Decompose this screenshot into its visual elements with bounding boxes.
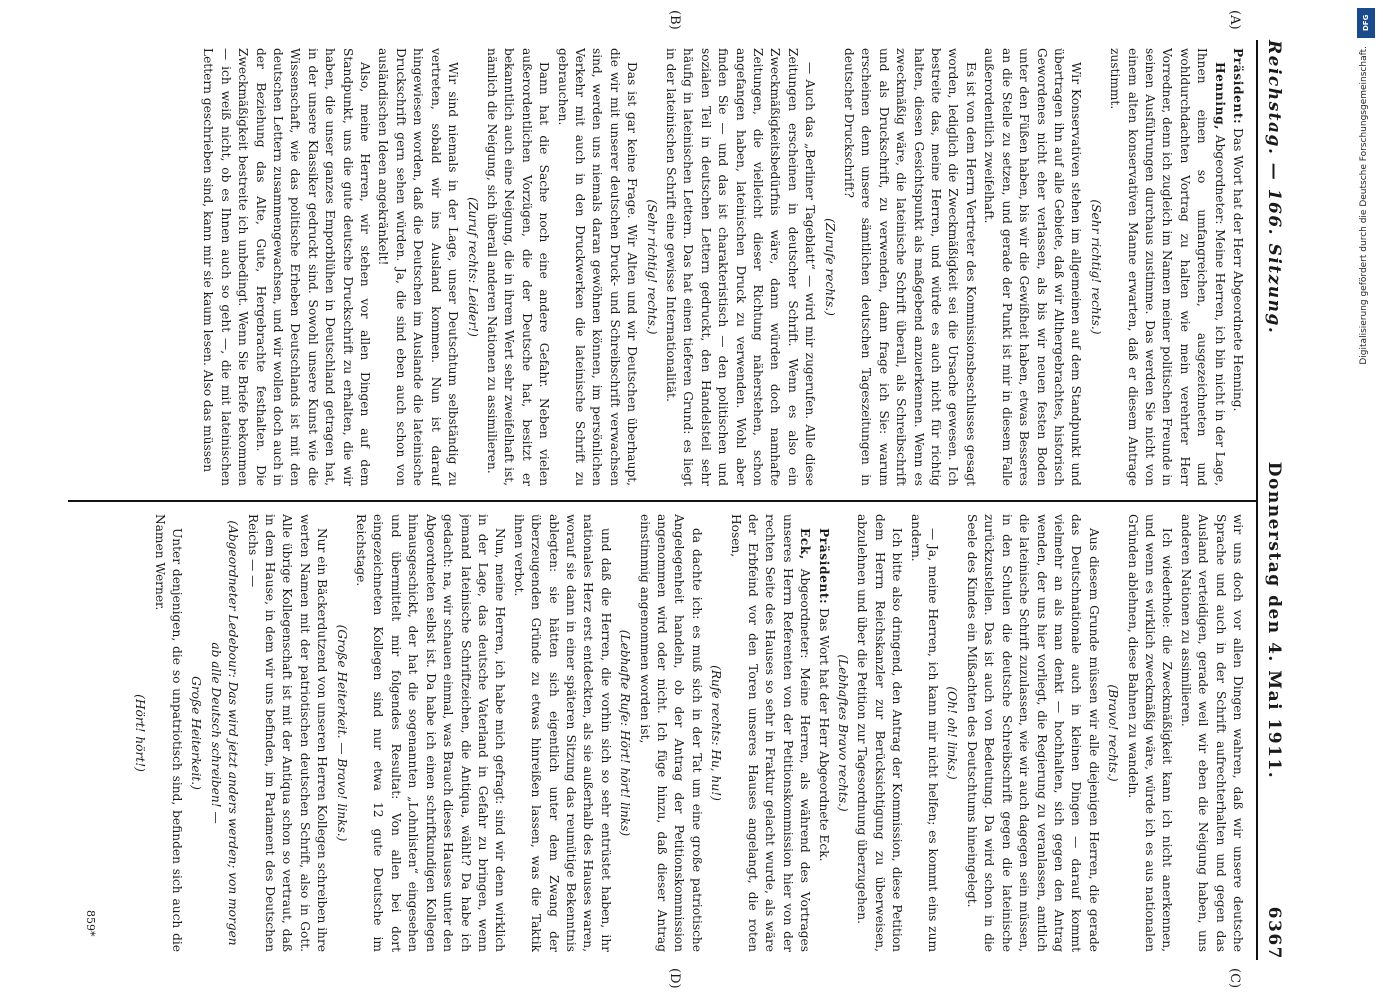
document-page xyxy=(62,10,1302,989)
interjection-text: (Lebhafte Rufe: Hört! hört! links) xyxy=(618,629,633,837)
paragraph xyxy=(662,48,819,486)
paragraph-text: Aus diesem Grunde müssen wir alle diejenigen Herren, die gerade das Deutschnationale auch in kleinen Dingen — darauf kommt vielmehr an als man denkt — hochhalten, sich gegen den Antrag wenden, der uns hier vorliegt, die Regierung zu veranlassen, amtlich die lateinische Schrift zuzulassen, wie wir auch dagegen sein müssen, in den Schulen die deutsche Schreibschrift gegen die lateinische zurückzustellen. Das ist auch von Bedeutung. Da wird schon in die Seele des Kindes ein Mißachten des Deutschtums hineingelegt. xyxy=(964,514,1101,952)
paragraph xyxy=(483,48,553,486)
paragraph-text: Ich wiederhole: die Zweckmäßigkeit kann ich nicht anerkennen, und wenn es wirklich zweckmäßig wäre, würde ich es aus nationalen Gründen ablehnen, diese Bahnen zu wandeln. xyxy=(1125,514,1175,952)
interjection xyxy=(642,48,659,486)
paragraph xyxy=(1176,514,1246,952)
digitization-note: Digitalisierung gefördert durch die Deutsche Forschungsgemeinschaft. xyxy=(1359,46,1369,365)
paragraph-text: Wir Konservativen stehen im allgemeinen auf dem Standpunkt und übertragen ihn auf alle Gebiete, daß wir Althergebrachtes, historisch Gewordenes nicht eher verlassen, als bis wir neuen festen Boden unter den Füßen haben, bis wir die Gewißheit haben, etwas Besseres an die Stelle zu setzen, und gerade der Punkt ist mir in diesem Falle außerordentlich zweifelhaft. xyxy=(982,48,1084,486)
speaker-name: Henning, xyxy=(1212,62,1227,131)
paragraph xyxy=(1106,48,1228,486)
interjection-text: Große Heiterkeit.) xyxy=(189,676,204,790)
paragraph-text: Das Wort hat der Herr Abgeordnete Eck. xyxy=(816,608,831,862)
interjection-text: (Zurufe rechts.) xyxy=(822,218,837,316)
paragraph-text: Das ist gar keine Frage. Wir Alten und wir Deutschen überhaupt, die wir mit unserer deutschen Druck- und Schreibschrift verwachsen sind, werden uns niemals daran gewöhnen können, im persönlichen Verkehr mit auch in den Druckwerken die lateinische Schrift zu gebrauchen. xyxy=(555,48,640,486)
interjection-text: (Zuruf rechts: Leider!) xyxy=(465,197,480,337)
interjection xyxy=(1086,48,1103,486)
dfg-logo: DFG xyxy=(1357,8,1375,38)
paragraph-text: und daß die Herren, die vorhin sich so sehr entrüstet haben, ihr nationales Herz erst entdeckten, als sie außerhalb des Hauses waren, worauf sie dann in einer späteren Sitzung das reumütige Bekenntnis ablegten: sie hätten sich eigentlich unter dem Zwang der überzeugenden Gründe zu etwas hinreißen lassen, was die Taktik ihnen verbot. xyxy=(511,514,613,952)
running-header xyxy=(1256,40,1302,960)
paragraph xyxy=(980,48,1084,486)
interjection xyxy=(1104,514,1121,952)
paragraph-text: Unter denjenigen, die so unpatriotisch sind, befinden sich auch die Namen Werner. xyxy=(152,514,185,952)
paragraph-text: da dachte ich: es muß sich in der Tat um eine große patriotische Angelegenheit handeln, ob der Antrag der Petitionskommission angenommen wird oder nicht. Ich füge hinzu, daß dieser Antrag einstimmig angenommen worden ist, xyxy=(637,514,704,952)
interjection-text: (Rufe rechts: Hu, hu!) xyxy=(709,665,724,801)
paragraph-text: Abgeordneter: Meine Herren, ich bin nicht in der Lage, Ihnen einen so umfangreichen, ausgezeichneten und wohldurchdachten Vortrag zu halten wie mein verehrter Herr Vorredner, denn ich zugleich im Namen meiner politischen Freunde in seinen Ausführungen durchaus zustimme. Das werden Sie nicht von einem alten konservativen Manne erwarten, daß er diesem Antrage zustimmt. xyxy=(1108,48,1227,486)
interjection-text: (Lebhaftes Bravo rechts.) xyxy=(836,654,851,812)
interjection-text: (Abgeordneter Ledebour: Das wird jetzt anders werden; von morgen ab alle Deutsch schreiben! — xyxy=(208,520,241,946)
interjection xyxy=(834,514,851,952)
speaker-name: Präsident: xyxy=(1231,48,1245,125)
speaker-name: Eck, xyxy=(798,528,813,560)
paragraph-text: — Ja, meine Herren, ich kann mir nicht helfen; es kommt eins zum andern. xyxy=(908,514,941,952)
interjection xyxy=(463,48,480,486)
paragraph xyxy=(963,514,1102,952)
header-center: Donnerstag den 4. Mai 1911. xyxy=(1264,461,1284,780)
paragraph-text: Dann hat die Sache noch eine andere Gefahr. Neben vielen außerordentlichen Vorzügen, die der Deutsche hat, besitzt er bekanntlich auch eine Neigung, die in ihrem Wert sehr zweifelhaft ist, nämlich die Neigung, sich überall anderen Nationen zu assimilieren. xyxy=(484,48,552,486)
paragraph-text: — Auch das „Berliner Tageblatt“ — wird mir zugerufen. Alle diese Zeitungen erscheinen in deutscher Schrift. Wenn es also ein Zweckmäßigkeitsbedürfnis wäre, dann würden doch namhafte Zeitungen, die vielleicht dieser Richtung näherstehen, schon angefangen haben, lateinischen Druck zu verwenden. Wohl aber finden Sie — und das ist charakteristisch — den politischen und sozialen Teil in deutschen Lettern gedruckt, den Handelsteil sehr häufig in lateinischen Lettern. Das hat einen tieferen Grund: es liegt in der lateinischen Schrift eine gewisse Internationalität. xyxy=(664,48,818,486)
header-left: Reichstag. — 166. Sitzung. xyxy=(1264,40,1284,335)
interjection xyxy=(332,514,349,952)
paragraph-text: Ich bitte also dringend, den Antrag der Kommission, diese Petition dem Herrn Reichskanzler zur Berücksichtigung zu überweisen, abzulehnen und über die Petition zur Tagesordnung überzugehen. xyxy=(855,514,905,952)
paragraph xyxy=(509,514,613,952)
interjection-text: (Hört! hört!) xyxy=(133,694,148,772)
paragraph xyxy=(352,514,509,952)
interjection xyxy=(707,514,724,952)
interjection xyxy=(943,514,960,952)
margin-mark-b: (B) xyxy=(667,10,682,30)
interjection-text: (Große Heiterkeit. — Bravo! links.) xyxy=(334,624,349,842)
paragraph xyxy=(150,514,185,952)
paragraph xyxy=(243,514,330,952)
interjection-text: (Sehr richtig! rechts.) xyxy=(644,199,659,335)
paragraph-text: Nun, meine Herren, ich habe mich gefragt: sind wir denn wirklich in der Lage, das deutsche Vaterland in Gefahr zu bringen, wenn jemand lateinische Schriftzeichen, die Antiqua, wählt? Da habe ich gedacht: na, wir schauen einmal, was Brauch dieses Hauses unter den Abgeordneten selbst ist. Da habe ich einen schriftkundigen Kollegen hinausgeschickt, der hat die sogenannten „Lohnlisten“ eingesehen und übermittelt mir folgendes Resultat: Von allen bei dort eingezeichneten Kollegen sind nur etwa 12 gute Deutsche im Reichstage. xyxy=(354,514,508,952)
interjection-text: (Oh! oh! links.) xyxy=(945,686,960,780)
paragraph xyxy=(853,514,905,952)
text-column-left xyxy=(68,48,1246,486)
paragraph-text: Nur ein Bäckerdutzend von unseren Herren Kollegen schreiben ihre werten Namen mit der patriotischen deutschen Schrift, also in Gott. Alle übrige Kollegenschaft ist mit der Antiqua schon so vertraut, daß in dem Hause, in dem wir uns befinden, im Parlament des Deutschen Reichs — — xyxy=(245,514,330,952)
interjection xyxy=(187,514,204,952)
interjection xyxy=(616,514,633,952)
page-number: 6367 xyxy=(1264,906,1284,960)
paragraph xyxy=(726,514,813,952)
interjection xyxy=(820,48,837,486)
interjection xyxy=(131,514,148,952)
margin-mark-c: (C) xyxy=(1227,968,1242,989)
paragraph xyxy=(635,514,705,952)
paragraph xyxy=(906,514,941,952)
paragraph xyxy=(840,48,979,486)
paragraph-text: Es ist von dem Herrn Vertreter des Kommissionsbeschlusses gesagt worden, lediglich die Zweckmäßigkeit sei die Ursache gewesen. Ich bestreite das, meine Herren, und würde es auch nicht für richtig halten, diesen Gesichtspunkt als maßgebend anzuerkennen. Wenn es zweckmäßig wäre, die lateinische Schrift überall, als Schreibschrift und als Druckschrift, zu verwenden, dann frage ich Sie: warum erscheinen denn unsere sämtlichen deutschen Tageszeitungen in deutscher Druckschrift? xyxy=(842,48,978,486)
text-column-right xyxy=(68,514,1246,952)
column-divider xyxy=(68,500,1258,502)
interjection xyxy=(206,514,241,952)
paragraph xyxy=(553,48,640,486)
paragraph xyxy=(1229,48,1246,486)
interjection-text: (Sehr richtig! rechts.) xyxy=(1088,199,1103,335)
speaker-name: Präsident: xyxy=(816,528,831,605)
sheet-signature: 859* xyxy=(84,910,97,937)
paragraph-text: Das Wort hat der Herr Abgeordnete Henning. xyxy=(1231,128,1245,412)
paragraph-text: Abgeordneter: Meine Herren, als während des Vortrages unseres Herrn Referenten von der Petitionskommission hier von der rechten Seite des Hauses so sehr in Fraktur gelacht wurde, als wäre der Erbfeind vor den Toren unseres Hauses angelangt, die roten Hosen, xyxy=(728,514,813,952)
interjection-text: (Bravo! rechts.) xyxy=(1106,684,1121,782)
margin-mark-d: (D) xyxy=(667,968,682,989)
margin-mark-a: (A) xyxy=(1227,10,1242,30)
paragraph xyxy=(814,514,831,952)
paragraph xyxy=(374,48,461,486)
paragraph-text: Wir sind niemals in der Lage, unser Deutschtum selbständig zu vertreten, sobald wir ins Ausland kommen. Nun ist darauf hingewiesen worden, daß die Deutschen im Auslande die lateinische Druckschrift gern sehen würden. Ja, die sind eben auch schon von ausländischen Ideen angekränkelt! xyxy=(376,48,461,486)
digitization-strip xyxy=(1353,6,1381,996)
paragraph xyxy=(199,48,373,486)
paragraph xyxy=(1123,514,1175,952)
paragraph-text: wir uns doch vor allen Dingen wahren, daß wir unsere deutsche Sprache und auch in der Schrift aufrechterhalten und gegen das Ausland verteidigen, gerade weil wir eben die Neigung haben, uns anderen Nationen zu assimilieren. xyxy=(1178,514,1245,952)
paragraph-text: Also, meine Herren, wir stehen vor allen Dingen auf dem Standpunkt, uns die gute deutsche Druckschrift zu erhalten, die wir haben, die unser ganzes Emporblühen in Deutschland getragen hat, in der unsere Klassiker gedruckt sind. Sowohl unsere Kunst wie die Wissenschaft, wie das politische Erheben Deutschlands ist mit den deutschen Lettern zusammengewachsen, und wir wollen doch auch in der Beziehung das Alte, Gute, Hergebrachte festhalten. Die Zweckmäßigkeit bestreite ich unbedingt. Wenn Sie Briefe bekommen — ich weiß nicht, ob es Ihnen auch so geht —, die mit lateinischen Lettern geschrieben sind, kann mir sie kaum lesen. Also das müssen xyxy=(201,48,373,486)
